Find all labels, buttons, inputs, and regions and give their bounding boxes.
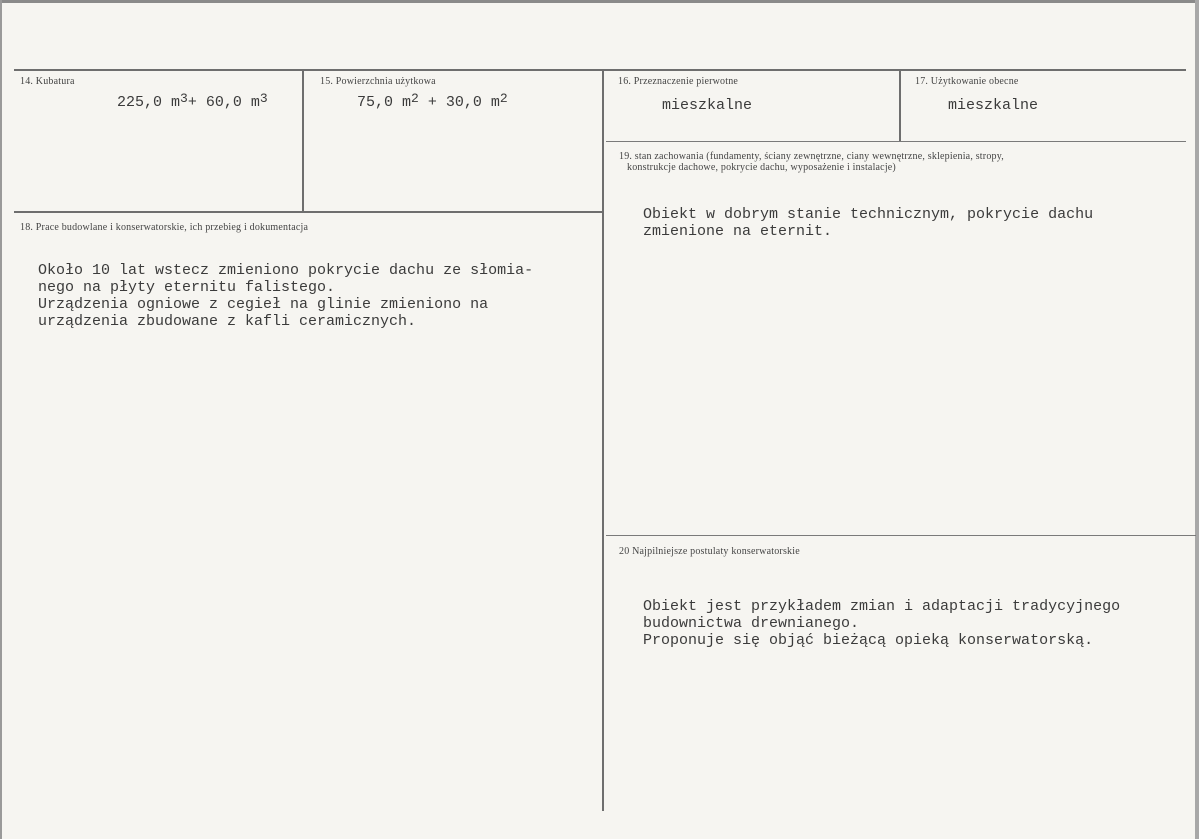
field-14-exponent1: 3 xyxy=(180,91,188,106)
field-19-line: Obiekt w dobrym stanie technicznym, pokrycie dachu xyxy=(643,206,1094,223)
field-17-value: mieszkalne xyxy=(948,97,1039,114)
rule-20 xyxy=(606,535,1196,536)
field-19-label-line1: 19. stan zachowania (fundamenty, ściany zewnętrzne, ciany wewnętrzne, sklepienia, stropy, xyxy=(619,151,1004,162)
field-15-label: 15. Powierzchnia użytkowa xyxy=(320,76,436,87)
field-14-value xyxy=(117,91,268,111)
field-15-exponent2: 2 xyxy=(499,91,508,106)
field-18-label: 18. Prace budowlane i konserwatorskie, ich przebieg i dokumentacja xyxy=(20,222,309,233)
field-20-label: 20 Najpilniejsze postulaty konserwatorskie xyxy=(619,546,800,557)
rule-19 xyxy=(606,141,1186,142)
field-18-line: Około 10 lat wstecz zmieniono pokrycie dachu ze słomia- xyxy=(38,262,534,279)
divider-center xyxy=(602,69,604,811)
field-14-value-part2: + 60,0 m xyxy=(187,94,260,111)
field-15-exponent1: 2 xyxy=(411,91,419,106)
field-20-line: Obiekt jest przykładem zmian i adaptacji tradycyjnego xyxy=(643,598,1121,615)
field-14-value-part1: 225,0 m xyxy=(117,94,181,111)
field-14-label: 14. Kubatura xyxy=(20,76,75,87)
field-19-label-line2: konstrukcje dachowe, pokrycie dachu, wyposażenie i instalacje) xyxy=(627,162,896,173)
field-17-label: 17. Użytkowanie obecne xyxy=(915,76,1019,87)
field-18-text xyxy=(38,262,533,330)
field-15-value-part2: + 30,0 m xyxy=(418,94,500,111)
field-14-exponent2: 3 xyxy=(259,91,268,106)
top-rule xyxy=(14,69,1186,71)
field-20-line: Proponuje się objąć bieżącą opieką konserwatorską. xyxy=(643,632,1094,649)
field-16-label: 16. Przeznaczenie pierwotne xyxy=(618,76,739,87)
field-18-line: Urządzenia ogniowe z cegieł na glinie zmieniono na xyxy=(38,296,489,313)
field-16-value: mieszkalne xyxy=(662,97,753,114)
field-18-line: nego na płyty eternitu falistego. xyxy=(38,279,336,296)
field-20-line: budownictwa drewnianego. xyxy=(643,615,860,632)
divider-14-15 xyxy=(302,69,304,212)
field-19-text xyxy=(643,206,1093,240)
card-right-edge xyxy=(1195,0,1199,839)
field-19-line: zmienione na eternit. xyxy=(643,223,833,240)
divider-16-17 xyxy=(899,69,901,142)
field-15-value-part1: 75,0 m xyxy=(357,94,412,111)
card-top-edge xyxy=(0,0,1199,3)
field-15-value xyxy=(357,91,508,111)
field-18-line: urządzenia zbudowane z kafli ceramicznych. xyxy=(38,313,417,330)
card-left-edge xyxy=(0,0,2,839)
rule-18 xyxy=(14,211,602,213)
field-20-text xyxy=(643,598,1120,649)
